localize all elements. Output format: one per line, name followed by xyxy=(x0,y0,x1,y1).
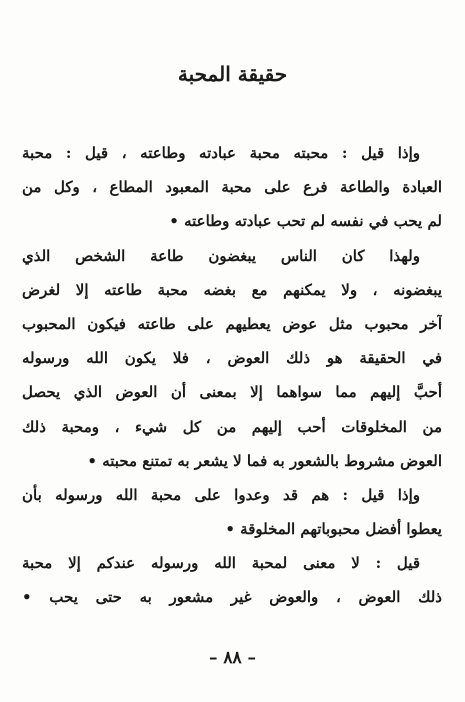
text-line: من المخلوقات أحب إليهم من كل شيء ، ومحبة ذلك xyxy=(22,417,442,436)
text-line: قيل : لا معنى لمحبة الله ورسوله عندكم إلا محبة xyxy=(22,554,420,573)
text-line: آخر محبوب مثل عوض يعطيهم على طاعته فيكون المحبوب xyxy=(22,314,442,333)
chapter-title: حقيقة المحبة xyxy=(177,62,288,86)
text-line: ولهذا كان الناس يبغضون طاعة الشخص الذي xyxy=(22,246,420,265)
text-line: يعطوا أفضل محبوباتهم المخلوقة • xyxy=(225,520,442,539)
text-line: وإذا قيل : محبته محبة عبادته وطاعته ، قيل : محبة xyxy=(22,144,420,162)
text-line: يبغضونه ، ولا يمكنهم مع بغضه محبة طاعته إلا لغرض xyxy=(22,280,442,299)
body-text xyxy=(22,136,442,615)
text-line: في الحقيقة هو ذلك العوض ، فلا يكون الله ورسوله xyxy=(22,349,442,368)
text-line: أحبَّ إليهم مما سواهما إلا بمعنى أن العوض الذي يحصل xyxy=(22,383,442,402)
text-line: العبادة والطاعة فرع على محبة المعبود المطاع ، وكل من xyxy=(22,178,442,197)
page-number: – ٨٨ – xyxy=(208,648,257,668)
text-line: وإذا قيل : هم قد وعدوا على محبة الله ورسوله بأن xyxy=(22,485,420,504)
text-line: ذلك العوض ، والعوض غير مشعور به حتى يحب • xyxy=(22,588,442,607)
text-line: لم يحب في نفسه لم تحب عبادته وطاعته • xyxy=(169,212,442,231)
text-line: العوض مشروط بالشعور به فما لا يشعر به تمتنع محبته • xyxy=(87,451,442,470)
